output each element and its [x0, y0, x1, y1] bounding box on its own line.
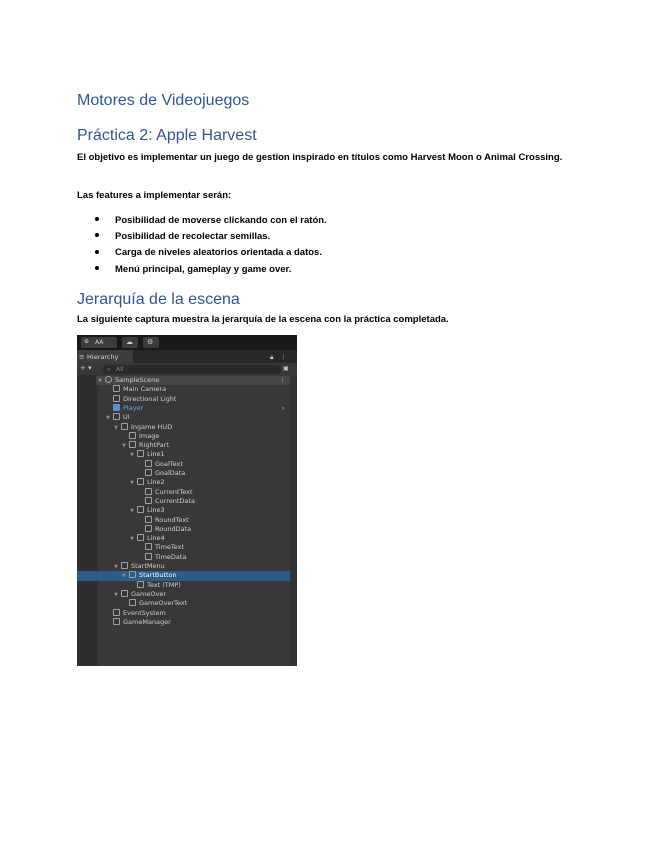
gameobject-icon	[145, 516, 152, 523]
feature-text: Posibilidad de recolectar semillas.	[115, 230, 271, 242]
tree-row[interactable]	[138, 488, 193, 497]
tree-row-label: RightPart	[139, 441, 169, 450]
cloud-button[interactable]	[122, 337, 138, 348]
gameobject-icon	[121, 562, 128, 569]
account-button[interactable]	[81, 337, 117, 348]
feature-text: Posibilidad de moverse clickando con el ratón.	[115, 214, 327, 226]
expand-arrow-icon[interactable]: ▼	[130, 452, 134, 459]
features-intro: Las features a implementar serán:	[77, 190, 232, 201]
list-item	[95, 228, 327, 244]
tree-row[interactable]	[130, 506, 165, 515]
bullet-icon	[95, 233, 99, 237]
tree-row[interactable]	[106, 395, 176, 404]
tree-row-label: StartButton	[139, 571, 177, 580]
list-item	[95, 212, 327, 228]
tree-row-label: StartMenu	[131, 562, 165, 570]
add-button[interactable]: + ▾	[80, 364, 92, 372]
tree-row-label: Main Camera	[123, 385, 167, 394]
search-placeholder: All	[116, 366, 124, 373]
expand-arrow-icon[interactable]: ▼	[122, 443, 126, 450]
gameobject-icon	[113, 385, 120, 392]
tree-row-label: UI	[123, 413, 130, 422]
expand-arrow-icon[interactable]: ▼	[130, 536, 134, 543]
tree-row-label: Line1	[147, 450, 165, 459]
feature-text: Carga de niveles aleatorios orientada a datos.	[115, 247, 322, 259]
gameobject-icon	[145, 497, 152, 504]
gameobject-icon	[137, 506, 144, 513]
lock-icon[interactable]: 🔒︎	[270, 353, 274, 361]
tree-row[interactable]	[122, 432, 159, 441]
expand-arrow-icon[interactable]: ▼	[130, 480, 134, 487]
tree-row-label: Directional Light	[123, 394, 177, 403]
search-icon: ⌕	[107, 366, 111, 373]
tree-row[interactable]	[106, 609, 166, 618]
gutter	[77, 375, 98, 666]
tab-label: Hierarchy	[87, 353, 119, 361]
collab-button[interactable]	[143, 337, 159, 348]
expand-arrow-icon[interactable]: ▼	[106, 415, 110, 422]
tree-row[interactable]	[138, 469, 185, 478]
hierarchy-caption: La siguiente captura muestra la jerarquía de la escena con la práctica completada.	[77, 314, 449, 325]
expand-arrow-icon[interactable]: ▼	[130, 508, 134, 515]
hierarchy-heading: Jerarquía de la escena	[77, 291, 240, 308]
tree-row[interactable]	[106, 403, 285, 413]
gameobject-icon	[129, 432, 136, 439]
scrollbar[interactable]	[290, 375, 297, 666]
tree-row-label: GoalText	[155, 459, 183, 468]
document-title: Motores de Videojuegos	[77, 92, 250, 109]
tree-row[interactable]	[122, 441, 169, 450]
gameobject-icon	[137, 478, 144, 485]
gameobject-icon	[121, 590, 128, 597]
tree-row-label: GameOverText	[139, 599, 188, 608]
tree-row[interactable]	[106, 385, 166, 394]
tree-row[interactable]	[138, 460, 183, 469]
expand-arrow-icon[interactable]: ▼	[98, 378, 102, 384]
tree-row-label: CurrentText	[155, 487, 193, 496]
gameobject-icon	[129, 571, 136, 578]
unity-hierarchy-screenshot	[77, 335, 297, 666]
tree-row[interactable]	[130, 581, 181, 590]
feature-text: Menú principal, gameplay y game over.	[115, 263, 292, 275]
tree-row-label: Player	[123, 403, 144, 412]
tree-row-label: RoundText	[155, 515, 189, 524]
tree-row-label: GameManager	[123, 617, 171, 626]
bullet-icon	[95, 250, 99, 254]
account-icon: ⊕	[84, 338, 90, 345]
tree-row-label: TimeData	[155, 552, 187, 561]
expand-arrow-icon[interactable]: ▼	[122, 573, 126, 580]
expand-arrow-icon[interactable]: ▼	[114, 564, 118, 570]
list-item	[95, 245, 327, 261]
gameobject-icon	[145, 469, 152, 476]
gameobject-icon	[137, 534, 144, 541]
more-icon[interactable]: ⋮	[280, 353, 287, 361]
tree-row[interactable]	[114, 423, 172, 432]
tree-row[interactable]	[138, 497, 195, 506]
gameobject-icon	[145, 525, 152, 532]
features-list	[95, 212, 327, 277]
gameobject-icon	[113, 395, 120, 402]
tree-row-label: Ingame HUD	[131, 422, 173, 431]
collab-icon: ⚙	[147, 338, 154, 346]
tree-row[interactable]	[138, 543, 184, 552]
list-item	[95, 261, 327, 277]
objective-paragraph: El objetivo es implementar un juego de gestion inspirado en títulos como Harvest Moon o Animal Crossing.	[77, 152, 563, 163]
tree-row-label: TimeText	[155, 543, 185, 552]
tree-row[interactable]	[106, 413, 130, 422]
scene-menu-icon[interactable]: ⋮	[279, 376, 286, 384]
tree-row-label: CurrentData	[155, 496, 195, 505]
gameobject-icon	[137, 450, 144, 457]
tree-row-label: GoalData	[155, 469, 186, 477]
gameobject-icon	[137, 581, 144, 588]
gameobject-icon	[129, 441, 136, 448]
tab-hierarchy[interactable]	[77, 350, 133, 363]
tree-row[interactable]	[130, 450, 165, 459]
expand-arrow-icon[interactable]: ▼	[114, 424, 118, 431]
tree-row[interactable]	[138, 516, 189, 525]
gameobject-icon	[113, 609, 120, 616]
expand-arrow-icon[interactable]: ▼	[114, 591, 118, 598]
tree-row-label: Image	[139, 431, 160, 440]
tree-row-label: Line4	[147, 534, 165, 543]
gameobject-icon	[113, 413, 120, 420]
scene-filter-icon[interactable]: ▣	[283, 365, 289, 372]
practice-heading: Práctica 2: Apple Harvest	[77, 127, 257, 144]
tree-row-label: GameOver	[131, 589, 166, 598]
search-input[interactable]	[103, 365, 281, 374]
tree-row-label: RoundData	[155, 524, 192, 533]
tree-row-label: Line3	[147, 506, 165, 515]
prefab-icon	[113, 404, 120, 411]
tree-row[interactable]	[122, 599, 187, 608]
tree-row-label: Line2	[147, 478, 165, 487]
unity-toolbar	[77, 335, 297, 350]
unity-scene-icon	[105, 376, 112, 383]
tree-row[interactable]	[130, 478, 165, 487]
tree-row[interactable]	[138, 525, 191, 534]
tree-row[interactable]	[96, 376, 290, 385]
cloud-icon: ☁	[126, 338, 133, 346]
tree-row[interactable]	[77, 571, 290, 580]
tree-row[interactable]	[106, 618, 171, 627]
tree-row-label: EventSystem	[123, 608, 166, 617]
gameobject-icon	[129, 599, 136, 606]
gameobject-icon	[145, 460, 152, 467]
panel-tabbar	[77, 350, 297, 363]
tree-row[interactable]	[130, 534, 165, 543]
gameobject-icon	[113, 618, 120, 625]
tree-row[interactable]	[114, 562, 165, 571]
gameobject-icon	[121, 423, 128, 430]
list-icon: ≡	[79, 353, 85, 361]
bullet-icon	[95, 217, 99, 221]
tree-row-label: Text (TMP)	[147, 580, 181, 589]
bullet-icon	[95, 266, 99, 270]
gameobject-icon	[145, 488, 152, 495]
gameobject-icon	[145, 543, 152, 550]
gameobject-icon	[145, 553, 152, 560]
tree-row[interactable]	[138, 553, 186, 562]
open-prefab-icon[interactable]: ›	[282, 403, 285, 412]
tree-row-label: SampleScene	[115, 376, 160, 384]
tree-row[interactable]	[114, 590, 166, 599]
account-label: AA	[95, 339, 104, 346]
